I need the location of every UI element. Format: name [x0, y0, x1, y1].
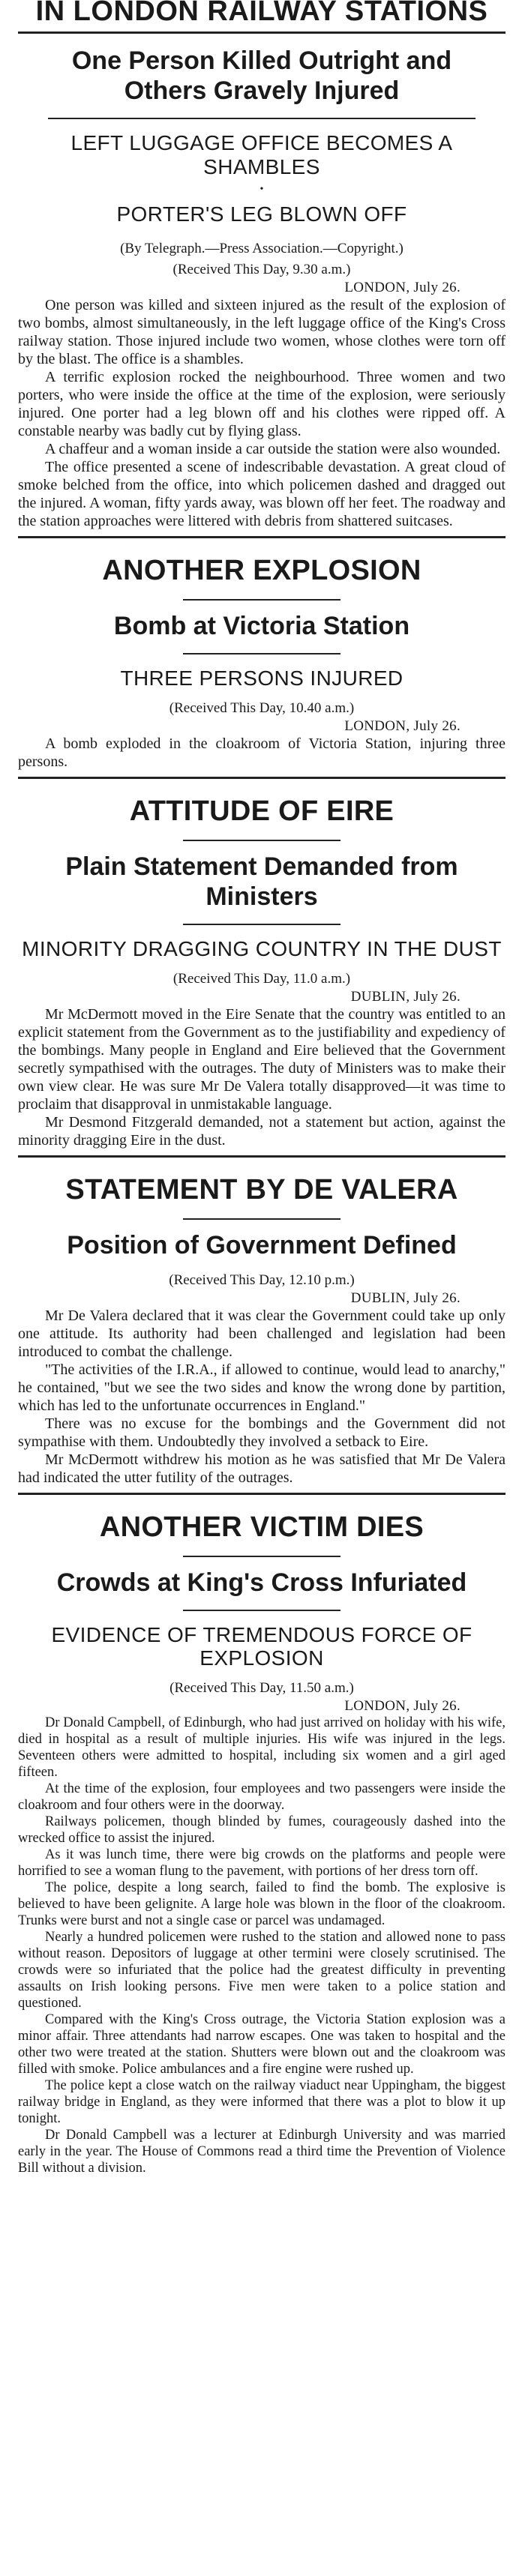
divider	[183, 924, 340, 925]
paragraph: Railways policemen, though blinded by fumes, courageously dashed into the wrecked office to assist the injured.	[18, 1814, 506, 1847]
paragraph: A terrific explosion rocked the neighbourhood. Three women and two porters, who were inside the office at the time of the explosion, were seriously injured. One porter had a leg blown off and his clothes were ripped off. A constable nearby was badly cut by flying glass.	[18, 369, 506, 440]
paragraph: A chaffeur and a woman inside a car outside the station were also wounded.	[45, 441, 501, 458]
article-body	[18, 1005, 506, 1149]
divider	[18, 31, 506, 34]
received-time: (Received This Day, 9.30 a.m.)	[172, 262, 351, 278]
dateline: DUBLIN, July 26.	[350, 1290, 460, 1307]
dateline: LONDON, July 26.	[344, 718, 460, 735]
paragraph: At the time of the explosion, four employees and two passengers were inside the cloakroom and four others were in the doorway.	[18, 1781, 506, 1814]
dateline: LONDON, July 26.	[344, 280, 460, 296]
divider	[18, 1155, 506, 1158]
paragraph: Mr McDermott moved in the Eire Senate that the country was entitled to an explicit statement from the Government as to the justifiability and expediency of the bombings. Many people in England and Eire believed that the Government secretly sympathised with the outrages. The duty of Ministers was to make their own view clear. He was sure Mr De Valera totally disapproved—it was time to proclaim that disapproval in unmistakable language.	[18, 1006, 506, 1113]
received-time: (Received This Day, 11.0 a.m.)	[172, 971, 351, 987]
deck-headline-caps: MINORITY DRAGGING COUNTRY IN THE DUST	[22, 937, 502, 961]
divider	[18, 777, 506, 779]
divider	[48, 118, 476, 119]
deck-headline-caps: LEFT LUGGAGE OFFICE BECOMES A SHAMBLES	[70, 131, 453, 178]
paragraph: Compared with the King's Cross outrage, the Victoria Station explosion was a minor affair. Three attendants had narrow escapes. One was taken to hospital and the other two were treated at the station. Shutters were blown out and the cloakroom was filled with smoke. Police ambulances and a fire engine were rushed up.	[18, 2012, 506, 2077]
paragraph: Dr Donald Campbell, of Edinburgh, who had just arrived on holiday with his wife, died in hospital as a result of multiple injuries. His wife was injured in the legs. Seventeen others were admitted to hospital, including six women and a girl aged fifteen.	[18, 1715, 506, 1781]
divider	[183, 1610, 340, 1611]
divider	[18, 1493, 506, 1495]
deck-headline-caps: THREE PERSONS INJURED	[120, 666, 404, 690]
paragraph: "The activities of the I.R.A., if allowed to continue, would lead to anarchy," he contained, "but we see the two sides and know the wrong done by partition, which has led to the unfortunate occurrences in England."	[18, 1361, 506, 1415]
deck-headline: Bomb at Victoria Station	[113, 611, 410, 640]
byline: (By Telegraph.—Press Association.—Copyright.)	[120, 241, 404, 257]
divider	[183, 599, 340, 601]
section-headline: ANOTHER VICTIM DIES	[99, 1511, 424, 1544]
deck-headline: Position of Government Defined	[67, 1230, 457, 1260]
paragraph: The police kept a close watch on the railway viaduct near Uppingham, the biggest railway bridge in England, as they were informed that there was a plot to blow it up tonight.	[18, 2078, 506, 2127]
divider	[18, 536, 506, 538]
paragraph: Mr De Valera declared that it was clear the Government could take up only one attitude. Its authority had been challenged and legislation had been introduced to combat the challenge.	[18, 1307, 506, 1361]
divider	[183, 840, 340, 841]
deck-headline-caps: PORTER'S LEG BLOWN OFF	[116, 202, 407, 226]
divider	[183, 1556, 340, 1557]
paragraph: Dr Donald Campbell was a lecturer at Edinburgh University and was married early in the year. The House of Commons read a third time the Prevention of Violence Bill without a division.	[18, 2128, 506, 2176]
paragraph: Mr Desmond Fitzgerald demanded, not a statement but action, against the minority dragging Eire in the dust.	[18, 1114, 506, 1149]
divider	[183, 653, 340, 654]
deck-headline: Plain Statement Demanded from Ministers	[65, 852, 458, 911]
received-time: (Received This Day, 11.50 a.m.)	[170, 1680, 354, 1697]
paragraph: Nearly a hundred policemen were rushed to the station and allowed none to pass without reason. Depositors of luggage at other termini were closely scrutinised. The crowds were so infuriated that the police had the greatest difficulty in preventing assaults on Irish looking persons. Five men were taken to a police station and questioned.	[18, 1930, 506, 2011]
paragraph: As it was lunch time, there were big crowds on the platforms and people were horrified to see a woman flung to the pavement, with portions of her dress torn off.	[18, 1847, 506, 1880]
article-body	[18, 1307, 506, 1487]
section-headline: STATEMENT BY DE VALERA	[65, 1174, 458, 1206]
deck-headline-caps: EVIDENCE OF TREMENDOUS FORCE OF EXPLOSION	[51, 1622, 472, 1670]
received-time: (Received This Day, 10.40 a.m.)	[169, 700, 355, 717]
received-time: (Received This Day, 12.10 p.m.)	[169, 1272, 355, 1289]
deck-headline: One Person Killed Outright and Others Gravely Injured	[71, 46, 452, 106]
dateline: DUBLIN, July 26.	[350, 989, 460, 1005]
main-headline: IN LONDON RAILWAY STATIONS	[35, 0, 488, 25]
section-headline: ATTITUDE OF EIRE	[129, 795, 394, 828]
deck-headline: Crowds at King's Cross Infuriated	[56, 1568, 467, 1597]
article-body	[18, 1715, 506, 2176]
divider-dot: •	[260, 183, 264, 195]
paragraph: The office presented a scene of indescribable devastation. A great cloud of smoke belched from the office, into which policemen dashed and dragged out the injured. A woman, fifty yards away, was blown off her feet. The roadway and the station approaches were littered with debris from shattered suitcases.	[18, 459, 506, 530]
article-body	[18, 296, 506, 530]
article-body	[18, 735, 506, 771]
paragraph: A bomb exploded in the cloakroom of Victoria Station, injuring three persons.	[18, 735, 506, 771]
paragraph: Mr McDermott withdrew his motion as he was satisfied that Mr De Valera had indicated the utter futility of the outrages.	[18, 1451, 506, 1487]
paragraph: The police, despite a long search, failed to find the bomb. The explosive is believed to have been gelignite. A large hole was blown in the floor of the cloakroom. Trunks were burst and not a single case or parcel was undamaged.	[18, 1880, 506, 1929]
dateline: LONDON, July 26.	[344, 1698, 460, 1715]
section-headline: ANOTHER EXPLOSION	[102, 555, 422, 587]
paragraph: One person was killed and sixteen injured as the result of the explosion of two bombs, almost simultaneously, in the left luggage office of the King's Cross railway station. Those injured include two women, whose clothes were torn off by the blast. The office is a shambles.	[18, 297, 506, 368]
divider	[183, 1218, 340, 1220]
paragraph: There was no excuse for the bombings and the Government did not sympathise with them. Undoubtedly they involved a setback to Eire.	[18, 1415, 506, 1451]
